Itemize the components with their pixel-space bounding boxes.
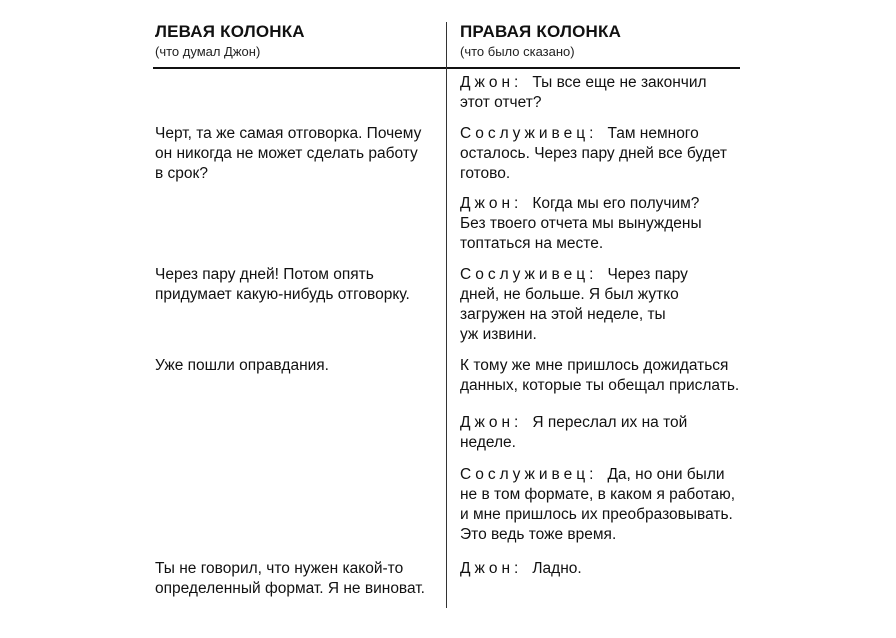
right-line-4 [460, 265, 750, 345]
left-column-subtitle: (что думал Джон) [155, 44, 261, 59]
dialogue-text: Через пару дней, не больше. Я был жутко загружен на этой неделе, ты уж извини. [460, 266, 688, 343]
right-line-1 [460, 73, 750, 113]
left-thought-4: Ты не говорил, что нужен какой-то определенный формат. Я не виноват. [155, 560, 425, 597]
left-thought-1: Черт, та же самая отговорка. Почему он никогда не может сделать работу в срок? [155, 125, 422, 182]
speaker-label: Джон: [460, 560, 523, 577]
dialogue-text: Я переслал их на той неделе. [460, 414, 688, 451]
speaker-label: Джон: [460, 74, 523, 91]
right-line-6 [460, 413, 750, 453]
right-line-2 [460, 124, 750, 184]
left-thought-2: Через пару дней! Потом опять придумает какую-нибудь отговорку. [155, 266, 410, 303]
right-column-title: ПРАВАЯ КОЛОНКА [460, 22, 622, 41]
left-column-title: ЛЕВАЯ КОЛОНКА [155, 22, 305, 41]
speaker-label: Сослуживец: [460, 266, 598, 283]
right-line-5 [460, 356, 750, 396]
dialogue-text: Там немного осталось. Через пару дней все будет готово. [460, 125, 727, 182]
speaker-label: Джон: [460, 195, 523, 212]
right-line-8 [460, 559, 750, 579]
right-column-subtitle: (что было сказано) [460, 44, 575, 59]
dialogue-text: Да, но они были не в том формате, в каком я работаю, и мне пришлось их преобразовывать. Это ведь тоже время. [460, 466, 736, 543]
left-thought-3: Уже пошли оправдания. [155, 357, 329, 374]
right-line-3 [460, 194, 750, 254]
dialogue-text: Ладно. [532, 560, 582, 577]
column-divider [446, 22, 447, 608]
speaker-label: Джон: [460, 414, 523, 431]
dialogue-text: К тому же мне пришлось дожидаться данных, которые ты обещал прислать. [460, 357, 740, 394]
dialogue-text: Ты все еще не закончил этот отчет? [460, 74, 707, 111]
right-line-7 [460, 465, 750, 545]
dialogue-text: Когда мы его получим? Без твоего отчета мы вынуждены топтаться на месте. [460, 195, 702, 252]
speaker-label: Сослуживец: [460, 466, 598, 483]
speaker-label: Сослуживец: [460, 125, 598, 142]
